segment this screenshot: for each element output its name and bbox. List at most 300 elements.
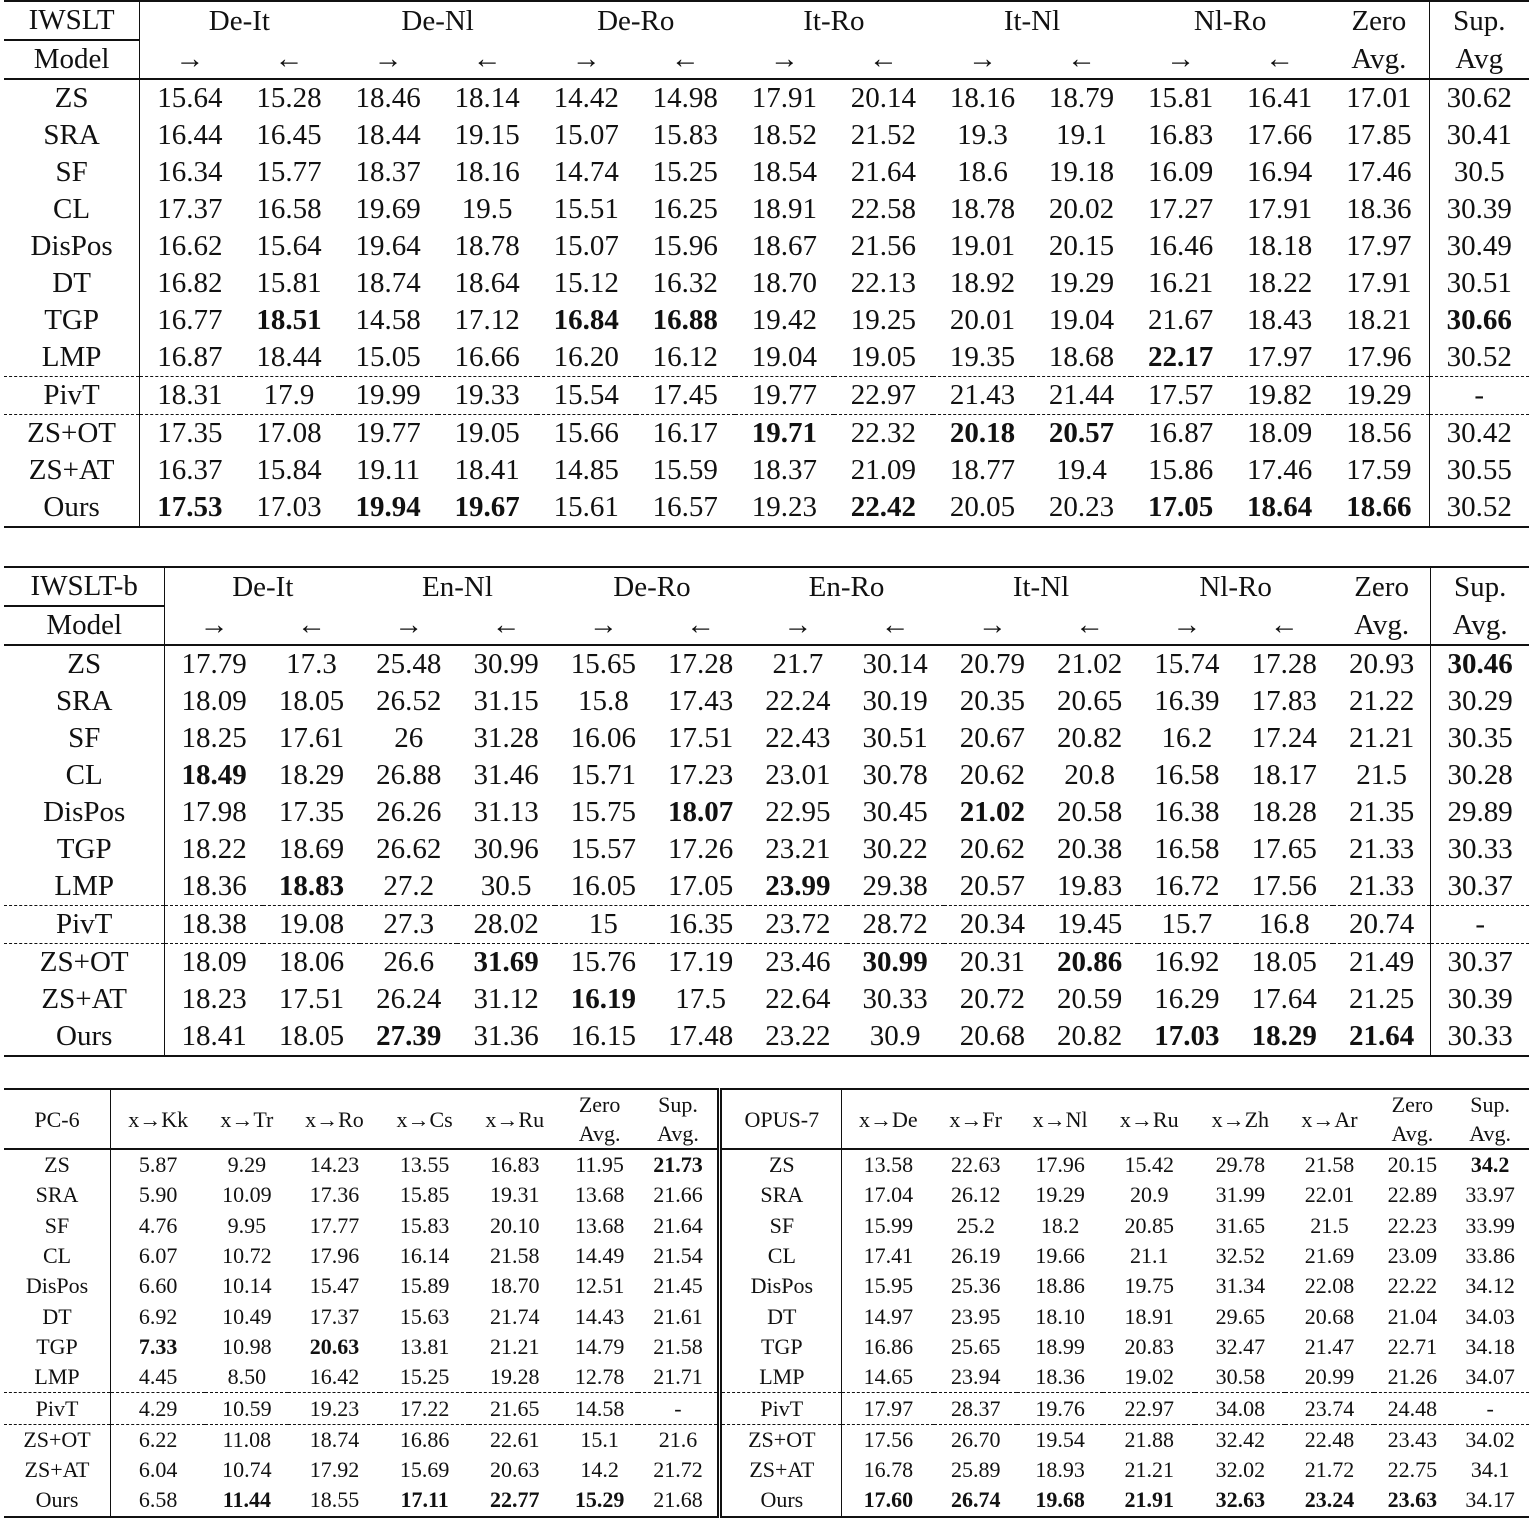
score-cell: 31.12	[473, 983, 539, 1015]
score-cell: 28.02	[457, 906, 554, 944]
table-row	[4, 265, 1529, 302]
score-cell: 18.23	[165, 981, 263, 1018]
score-cell: 19.25	[850, 304, 917, 336]
table-row	[4, 1180, 1529, 1210]
score-cell: 16.37	[140, 452, 240, 489]
score-cell: 20.93	[1348, 648, 1415, 680]
score-cell: 32.63	[1195, 1485, 1285, 1516]
score-cell: -	[1431, 906, 1529, 944]
model-name-cell: DT	[42, 1303, 72, 1329]
arrow-forward-icon: →	[735, 40, 834, 79]
score-cell: 19.35	[949, 341, 1016, 373]
score-cell: 22.43	[765, 722, 831, 754]
score-cell: 20.23	[1032, 489, 1131, 527]
score-cell: 13.68	[574, 1182, 625, 1208]
model-name-cell: DT	[720, 1301, 842, 1331]
score-cell: 19.1	[1056, 119, 1107, 151]
pair-header: De-Ro	[537, 1, 735, 40]
score-cell: 23.43	[1374, 1424, 1452, 1455]
score-cell: 16.84	[553, 304, 619, 336]
score-cell: 26.74	[934, 1485, 1016, 1516]
table-row	[4, 1424, 1529, 1455]
score-cell: 16.86	[380, 1424, 468, 1455]
score-cell: 21.72	[1304, 1457, 1355, 1483]
score-cell: 30.52	[1429, 489, 1529, 527]
score-cell: 19.45	[1041, 906, 1138, 944]
score-cell: 18.55	[288, 1485, 380, 1516]
score-cell: 19.99	[339, 377, 438, 415]
model-name-cell: ZS	[720, 1149, 842, 1180]
score-cell: 22.64	[765, 983, 831, 1015]
model-name-cell: DisPos	[720, 1271, 842, 1301]
score-cell: 17.03	[240, 489, 339, 527]
pair-header: De-Ro	[555, 567, 750, 606]
score-cell: 17.24	[1251, 722, 1317, 754]
model-name-cell: ZS+AT	[41, 983, 128, 1015]
score-cell: 20.67	[959, 722, 1026, 754]
score-cell: 17.66	[1247, 119, 1313, 151]
score-cell: 20.79	[959, 648, 1026, 680]
table-row	[4, 1018, 1529, 1056]
score-cell: 28.72	[847, 906, 944, 944]
score-cell: 19.54	[1017, 1424, 1103, 1455]
model-name-cell: CL	[720, 1241, 842, 1271]
score-cell: 18.36	[1346, 193, 1412, 225]
pair-header: En-Nl	[360, 567, 555, 606]
model-name-cell: LMP	[34, 1364, 80, 1390]
score-cell: 15.59	[652, 454, 718, 486]
score-cell: 19.82	[1230, 377, 1329, 415]
score-cell: 20.9	[1129, 1182, 1169, 1208]
arrow-forward-icon: →	[749, 606, 846, 645]
direction-header: x→Kk	[111, 1089, 206, 1149]
arrow-backward-icon: ←	[652, 606, 749, 645]
score-cell: 14.65	[842, 1362, 935, 1393]
score-cell: 25.48	[376, 648, 442, 680]
score-cell: 21.35	[1348, 796, 1415, 828]
model-name-cell: SRA	[35, 1182, 79, 1208]
score-cell: 16.41	[1247, 82, 1313, 114]
score-cell: 18.79	[1048, 82, 1115, 114]
score-cell: 18.51	[256, 304, 322, 336]
score-cell: 23.95	[950, 1303, 1001, 1329]
table-row	[4, 794, 1529, 831]
score-cell: 18.21	[1346, 304, 1412, 336]
score-cell: 16.19	[570, 983, 636, 1015]
score-cell: 34.17	[1451, 1485, 1529, 1516]
pair-header: Nl-Ro	[1138, 567, 1333, 606]
score-cell: 30.33	[1431, 1018, 1529, 1056]
score-cell: 20.62	[959, 833, 1026, 865]
score-cell: 18.99	[1035, 1333, 1085, 1359]
table-row	[4, 154, 1529, 191]
score-cell: -	[638, 1393, 720, 1424]
score-cell: 19.23	[735, 489, 834, 527]
score-cell: 17.91	[1346, 267, 1412, 299]
score-cell: 31.15	[473, 685, 539, 717]
score-cell: 17.96	[1346, 341, 1412, 373]
score-cell: 21.7	[772, 648, 824, 680]
table-row	[4, 1455, 1529, 1485]
score-cell: 18.29	[1236, 1018, 1333, 1056]
score-cell: 15.83	[399, 1212, 450, 1238]
arrow-backward-icon: ←	[1236, 606, 1333, 645]
score-cell: 16.86	[842, 1332, 935, 1362]
score-cell: 5.90	[111, 1180, 206, 1210]
arrow-forward-icon: →	[537, 40, 636, 79]
score-cell: 19.29	[1329, 377, 1429, 415]
score-cell: 20.15	[1387, 1152, 1438, 1178]
score-cell: 19.15	[454, 119, 520, 151]
arrow-forward-icon: →	[1131, 40, 1230, 79]
score-cell: 22.01	[1304, 1182, 1355, 1208]
pair-header: It-Nl	[933, 1, 1131, 40]
score-cell: 16.58	[1154, 833, 1220, 865]
score-cell: 15.61	[537, 489, 636, 527]
pc6-corner-label: PC-6	[4, 1089, 111, 1149]
score-cell: 18.77	[949, 454, 1016, 486]
score-cell: 16.39	[1154, 685, 1220, 717]
score-cell: 15.8	[577, 685, 629, 717]
score-cell: 26.24	[376, 983, 442, 1015]
score-cell: 21.5	[1356, 759, 1407, 791]
score-cell: 20.8	[1064, 759, 1116, 791]
score-cell: 22.42	[834, 489, 933, 527]
score-cell: 18.54	[751, 156, 817, 188]
score-cell: 17.08	[240, 415, 339, 453]
score-cell: 33.97	[1465, 1182, 1515, 1208]
model-name-cell: DT	[52, 267, 91, 299]
score-cell: 15.99	[842, 1211, 935, 1241]
table-row	[4, 302, 1529, 339]
score-cell: 17.12	[454, 304, 520, 336]
score-cell: 11.08	[205, 1424, 288, 1455]
score-cell: -	[1429, 377, 1529, 415]
score-cell: 15.12	[553, 267, 619, 299]
score-cell: 21.71	[653, 1364, 703, 1390]
score-cell: 9.95	[227, 1212, 267, 1238]
score-cell: 16.46	[1147, 230, 1214, 262]
score-cell: 19.18	[1048, 156, 1115, 188]
score-cell: 19.05	[438, 415, 537, 453]
score-cell: 10.49	[222, 1303, 272, 1329]
score-cell: 30.62	[1429, 79, 1529, 117]
model-name-cell: LMP	[720, 1362, 842, 1393]
score-cell: 6.22	[111, 1424, 206, 1455]
model-column-header: Model	[4, 40, 140, 79]
score-cell: 23.74	[1285, 1393, 1373, 1424]
score-cell: 21.58	[490, 1243, 540, 1269]
score-cell: 30.22	[862, 833, 928, 865]
table-row	[4, 981, 1529, 1018]
score-cell: 23.99	[765, 870, 831, 902]
score-cell: 15.64	[256, 230, 322, 262]
score-cell: 16.77	[140, 302, 240, 339]
score-cell: 19.11	[356, 454, 421, 486]
arrow-backward-icon: ←	[263, 606, 360, 645]
table-row	[4, 906, 1529, 944]
score-cell: 20.59	[1057, 983, 1123, 1015]
score-cell: 17.91	[1247, 193, 1313, 225]
score-cell: 18.07	[667, 796, 734, 828]
table-row	[4, 720, 1529, 757]
score-cell: 16.06	[570, 722, 636, 754]
score-cell: 17.92	[309, 1457, 360, 1483]
score-cell: 20.82	[1041, 1018, 1138, 1056]
score-cell: 18.05	[263, 1018, 360, 1056]
score-cell: 23.94	[950, 1364, 1001, 1390]
score-cell: 14.85	[553, 454, 619, 486]
score-cell: 17.05	[1131, 489, 1230, 527]
score-cell: 18.78	[949, 193, 1016, 225]
score-cell: 23.01	[765, 759, 831, 791]
model-name-cell: ZS+OT	[4, 944, 165, 982]
score-cell: 22.48	[1285, 1424, 1373, 1455]
score-cell: 20.57	[1032, 415, 1131, 453]
model-name-cell: SF	[720, 1211, 842, 1241]
score-cell: 34.07	[1465, 1364, 1515, 1390]
score-cell: 14.98	[652, 82, 718, 114]
arrow-forward-icon: →	[165, 606, 263, 645]
score-cell: 18.91	[751, 193, 817, 225]
model-name-cell: TGP	[720, 1332, 842, 1362]
score-cell: 16.14	[399, 1243, 450, 1269]
sup-avg-header: Sup. Avg.	[638, 1089, 720, 1149]
score-cell: 26	[394, 722, 424, 754]
score-cell: 17.9	[240, 377, 339, 415]
score-cell: 20.31	[944, 944, 1041, 982]
score-cell: 20.68	[944, 1018, 1041, 1056]
score-cell: 18.36	[1035, 1364, 1085, 1390]
table-row	[4, 1149, 1529, 1180]
model-name-cell: DisPos	[25, 1273, 89, 1299]
score-cell: 20.62	[959, 759, 1026, 791]
score-cell: 18.17	[1251, 759, 1317, 791]
score-cell: 10.98	[222, 1333, 272, 1359]
score-cell: 23.46	[749, 944, 846, 982]
model-name-cell: ZS+AT	[24, 1457, 90, 1483]
arrow-backward-icon: ←	[457, 606, 554, 645]
score-cell: 16.42	[309, 1364, 360, 1390]
score-cell: 16.83	[1147, 119, 1214, 151]
score-cell: 31.99	[1215, 1182, 1266, 1208]
score-cell: 21.69	[1304, 1243, 1355, 1269]
score-cell: 20.35	[959, 685, 1026, 717]
direction-header: x→Ar	[1285, 1089, 1373, 1149]
model-name-cell: ZS+OT	[4, 415, 140, 453]
table-row	[4, 868, 1529, 906]
score-cell: 15.28	[256, 82, 322, 114]
score-cell: 33.86	[1465, 1243, 1515, 1269]
score-cell: 33.99	[1465, 1212, 1515, 1238]
score-cell: 16.72	[1154, 870, 1220, 902]
score-cell: 21.56	[850, 230, 917, 262]
score-cell: 30.66	[1429, 302, 1529, 339]
score-cell: 24.48	[1374, 1393, 1452, 1424]
score-cell: 19.83	[1057, 870, 1123, 902]
score-cell: 17.59	[1346, 454, 1412, 486]
score-cell: 18.52	[751, 119, 817, 151]
score-cell: 18.66	[1329, 489, 1429, 527]
model-name-cell: ZS+AT	[720, 1455, 842, 1485]
score-cell: 30.39	[1429, 191, 1529, 228]
score-cell: 15.85	[399, 1182, 450, 1208]
score-cell: 25.65	[950, 1333, 1001, 1359]
direction-header: x→Nl	[1017, 1089, 1103, 1149]
score-cell: 6.04	[111, 1455, 206, 1485]
score-cell: 31.46	[473, 759, 539, 791]
score-cell: 30.99	[473, 648, 539, 680]
model-name-cell: Ours	[4, 1018, 165, 1056]
score-cell: 17.51	[667, 722, 734, 754]
score-cell: 21.47	[1304, 1333, 1355, 1359]
score-cell: 31.13	[473, 796, 539, 828]
score-cell: 22.08	[1304, 1273, 1355, 1299]
score-cell: 4.76	[111, 1211, 206, 1241]
model-name-cell: ZS	[44, 1152, 70, 1178]
score-cell: 21.64	[653, 1212, 703, 1238]
direction-header: x→Ru	[1103, 1089, 1195, 1149]
score-cell: 14.43	[574, 1303, 625, 1329]
score-cell: 16.25	[652, 193, 718, 225]
arrow-forward-icon: →	[933, 40, 1032, 79]
score-cell: 29.38	[862, 870, 928, 902]
score-cell: 16.8	[1236, 906, 1333, 944]
score-cell: 20.65	[1057, 685, 1123, 717]
score-cell: 16.78	[842, 1455, 935, 1485]
direction-header: x→De	[842, 1089, 935, 1149]
model-column-header: Model	[4, 606, 165, 645]
score-cell: 19.33	[438, 377, 537, 415]
score-cell: 23.09	[1387, 1243, 1438, 1269]
score-cell: 23.22	[749, 1018, 846, 1056]
table-row	[4, 117, 1529, 154]
score-cell: 14.49	[574, 1243, 625, 1269]
score-cell: 15.77	[256, 156, 322, 188]
score-cell: 30.96	[473, 833, 539, 865]
score-cell: 15.74	[1154, 648, 1220, 680]
score-cell: 15.81	[1147, 82, 1214, 114]
score-cell: 20.86	[1041, 944, 1138, 982]
score-cell: 20.10	[490, 1212, 540, 1238]
score-cell: 18.70	[490, 1273, 540, 1299]
direction-header: x→Ro	[288, 1089, 380, 1149]
score-cell: 17.57	[1131, 377, 1230, 415]
arrow-backward-icon: ←	[1230, 40, 1329, 79]
score-cell: 16.94	[1247, 156, 1313, 188]
score-cell: 30.5	[480, 870, 532, 902]
model-name-cell: CL	[65, 759, 103, 791]
score-cell: 34.08	[1195, 1393, 1285, 1424]
score-cell: 18.18	[1247, 230, 1313, 262]
score-cell: 30.5	[1429, 154, 1529, 191]
table-row	[4, 415, 1529, 453]
score-cell: 19.77	[339, 415, 438, 453]
score-cell: 21.26	[1387, 1364, 1438, 1390]
model-name-cell: DisPos	[43, 796, 126, 828]
score-cell: 19.05	[850, 341, 917, 373]
score-cell: 16.05	[570, 870, 636, 902]
score-cell: 22.77	[469, 1485, 561, 1516]
score-cell: 20.82	[1057, 722, 1123, 754]
score-cell: 18.74	[355, 267, 421, 299]
model-name-cell: ZS	[67, 648, 102, 680]
zero-avg-header: Zero Avg.	[1374, 1089, 1452, 1149]
score-cell: 20.85	[1124, 1212, 1174, 1238]
arrow-backward-icon: ←	[847, 606, 944, 645]
score-cell: 21.58	[1304, 1152, 1355, 1178]
score-cell: 20.15	[1048, 230, 1115, 262]
score-cell: 15.81	[256, 267, 322, 299]
score-cell: 16.87	[1131, 415, 1230, 453]
score-cell: 22.71	[1387, 1333, 1438, 1359]
score-cell: 20.38	[1057, 833, 1123, 865]
score-cell: 16.34	[140, 154, 240, 191]
score-cell: 18.56	[1329, 415, 1429, 453]
arrow-forward-icon: →	[555, 606, 652, 645]
score-cell: 23.21	[765, 833, 831, 865]
score-cell: 31.65	[1215, 1212, 1266, 1238]
score-cell: 20.74	[1333, 906, 1431, 944]
score-cell: 19.42	[751, 304, 817, 336]
direction-header: x→Ru	[469, 1089, 561, 1149]
score-cell: 17.53	[140, 489, 240, 527]
score-cell: 18.69	[278, 833, 345, 865]
score-cell: 30.39	[1431, 981, 1529, 1018]
corner-dataset-label: IWSLT-b	[4, 567, 165, 606]
score-cell: 16.58	[256, 193, 322, 225]
score-cell: 15.64	[140, 79, 240, 117]
model-name-cell: LMP	[41, 341, 102, 373]
score-cell: 19.04	[1048, 304, 1115, 336]
zero-avg-header-top: Zero	[1329, 1, 1429, 40]
score-cell: 21.02	[1057, 648, 1123, 680]
score-cell: 18.49	[165, 757, 263, 794]
model-name-cell: SRA	[720, 1180, 842, 1210]
score-cell: 21.54	[653, 1243, 703, 1269]
score-cell: 31.34	[1215, 1273, 1266, 1299]
score-cell: 14.2	[580, 1457, 619, 1483]
score-cell: 19.64	[355, 230, 421, 262]
score-cell: 18.16	[454, 156, 520, 188]
arrow-backward-icon: ←	[1032, 40, 1131, 79]
score-cell: 16.09	[1147, 156, 1214, 188]
score-cell: 21.73	[653, 1152, 703, 1178]
score-cell: 30.9	[847, 1018, 944, 1056]
score-cell: 23.72	[749, 906, 846, 944]
score-cell: 17.96	[309, 1243, 360, 1269]
score-cell: 34.02	[1451, 1424, 1529, 1455]
score-cell: 18.09	[1230, 415, 1329, 453]
sup-avg-header: Sup. Avg.	[1451, 1089, 1529, 1149]
pair-header: En-Ro	[749, 567, 944, 606]
score-cell: 16.17	[636, 415, 735, 453]
score-cell: 18.05	[1236, 944, 1333, 982]
score-cell: 18.22	[1247, 267, 1313, 299]
iwslt-results-table	[4, 0, 1529, 528]
score-cell: 27.2	[383, 870, 435, 902]
score-cell: 18.09	[165, 683, 263, 720]
score-cell: 34.1	[1470, 1457, 1510, 1483]
score-cell: 6.60	[111, 1271, 206, 1301]
score-cell: 16.83	[490, 1152, 540, 1178]
direction-header: x→Zh	[1195, 1089, 1285, 1149]
table-row	[4, 1271, 1529, 1301]
score-cell: 19.29	[1035, 1182, 1085, 1208]
arrow-backward-icon: ←	[636, 40, 735, 79]
score-cell: 30.45	[862, 796, 928, 828]
score-cell: 7.33	[111, 1332, 206, 1362]
